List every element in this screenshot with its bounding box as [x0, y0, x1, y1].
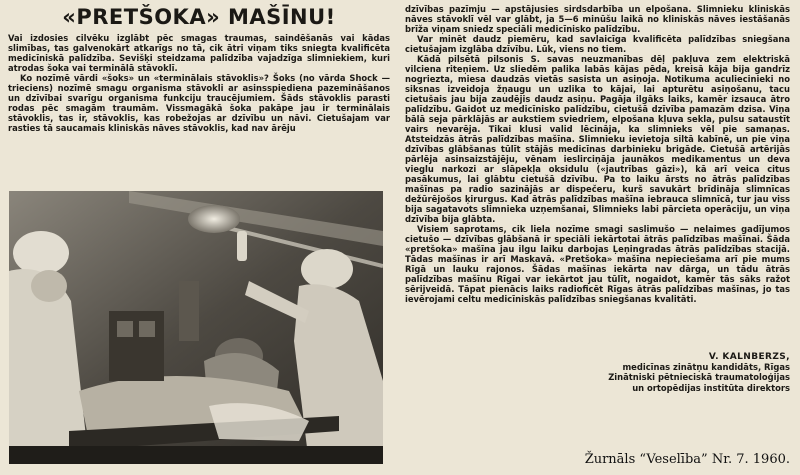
- right-paragraph-1: dzīvības pazīmju — apstājusies sirdsdarbība un elpošana. Slimnieku kliniskās nāves stāvoklī vēl var glābt, ja 5—6 minūšu laikā no kliniskās nāves iestāšanās brīža viņam sniedz speciāli medicīnisko palīdzību.: [405, 4, 790, 34]
- author-name: V. KALNBERZS,: [708, 352, 790, 362]
- author-title-line-3: un ortopēdijas institūta direktors: [632, 382, 790, 393]
- right-paragraph-2: Var minēt daudz piemēru, kad savlaicīga kvalificēta palīdzības sniegšana cietušajam izglāba dzīvību. Lūk, viens no tiem.: [405, 34, 790, 54]
- right-paragraph-3: Kādā pilsētā pilsonis S. savas neuzmanības dēļ pakļuva zem elektriskā vilciena riteņiem. Uz sliedēm palika labās kājas pēda, kreisā kāja bija gandrīz nogriezta, miesa daudzās vietās sasista un asiņoja. Notikuma aculiecinieki no siksnas izveidoja žņaugu un uzlika to kājai, lai apturētu asiņošanu, tacu cietušais jau bija zaudējis daudz asiņu. Pagāja ilgāks laiks, kamēr izsauca ātro palīdzību. Gaidot uz medicīnisko palīdzību, cietušā dzīvība pamazām dzisa. Viņa bālā seja pārklājās ar aukstiem sviedriem, elpošana kļuva sekla, pulsu sataustīt vairs nevarēja. Tikai klusi valid lēcināja, ka slimnieks vēl pie samaņas. Atsteidzās ātrās palīdzības mašīna. Slimnieku ievietoja siltā kabīnē, un pie viņa dzīvības glābšanas tūlīt stājās medicīnas darbinieku brigāde. Cietušā artērijās pārlēja asinsaizstājēju, vēnam ieslirciņāja jaunākos medikamentus un deva vieglu narkozi ar slāpekļa oksidulu («jautrības gāzi»), kā arī veica citus pasākumus, lai glābtu cietušā dzīvību. Pa to laiku ārsts no ātrās palīdzības mašīnas pa radio sazinājās ar dispečeru, kurš savukārt brīdināja slimnīcas dežūrējošos ķirurgus. Kad ātrās palīdzības mašīna iebrauca slimnīcā, tur jau viss bija sagatavots slimnieka uzņemšanai, Slimnieks labi pārcieta operāciju, un viņa dzīvība bija glābta.: [405, 54, 790, 224]
- source-caption: Žurnāls “Veselība” Nr. 7. 1960.: [584, 452, 790, 467]
- left-paragraph-2: Ko nozīmē vārdi «šoks» un «terminālais stāvoklis»? Šoks (no vārda Shock — trieciens) nozīmē smagu organisma stāvokli ar asinsspiediena pazemināšanos un dzīvībai svarīgu organisma funkciju traucējumiem. Šāds stāvoklis parasti rodas pēc smagām traumām. Vissmagākā šoka pakāpe jau ir terminālais stāvoklis, tas ir, stāvoklis, kas robežojas ar dzīvību un nāvi. Cietušajam var rasties tā saucamais kliniskās nāves stāvoklis, kad nav ārēju: [8, 73, 390, 133]
- article-title: «PRETŠOKA» MAŠĪNU!: [62, 5, 336, 29]
- author-title-line-2: Zinātniski pētnieciskā traumatoloģijas: [608, 372, 790, 383]
- left-paragraph-1: Vai izdosies cilvēku izglābt pēc smagas traumas, saindēšanās vai kādas slimības, tas galvenokārt atkarīgs no tā, cik ātri viņam tiks sniegta kvalificēta medicīniskā palīdzība. Sevišķi steidzama palīdzība vajadzīga slimniekiem, kuri atrodas šoka vai terminālā stāvoklī.: [8, 33, 390, 73]
- author-signature: [535, 352, 790, 393]
- ambulance-interior-photo: [9, 191, 383, 464]
- left-column: [8, 33, 390, 133]
- right-paragraph-4: Visiem saprotams, cik liela nozīme smagi saslimušo — nelaimes gadījumos cietušo — dzīvības glābšanā ir speciāli iekārtotai ātrās palīdzības mašīnai. Šāda «pretšoka» mašīna jau ilgu laiku darbojas Ļeņingradas ātrās palīdzības stacijā. Tādas mašīnas ir arī Maskavā. «Pretšoka» mašīna nepieciešama arī pie mums Rīgā un lauku rajonos. Šādas mašīnas iekārta nav dārga, un tādu ātrās palīdzības mašīnu Rīgai var iekārtot jau tūlīt, nogaidot, kamēr tās sāks ražot sērijveidā. Tāpat pienācis laiks radioficēt Rīgas ātrās palīdzības mašīnas, jo tas ievērojami celtu medicīniskās palīdzības sniegšanas kvalitāti.: [405, 224, 790, 304]
- right-column: [405, 4, 790, 304]
- photo-illustration: [9, 191, 383, 464]
- author-title-line-1: medicīnas zinātņu kandidāts, Rīgas: [622, 362, 790, 373]
